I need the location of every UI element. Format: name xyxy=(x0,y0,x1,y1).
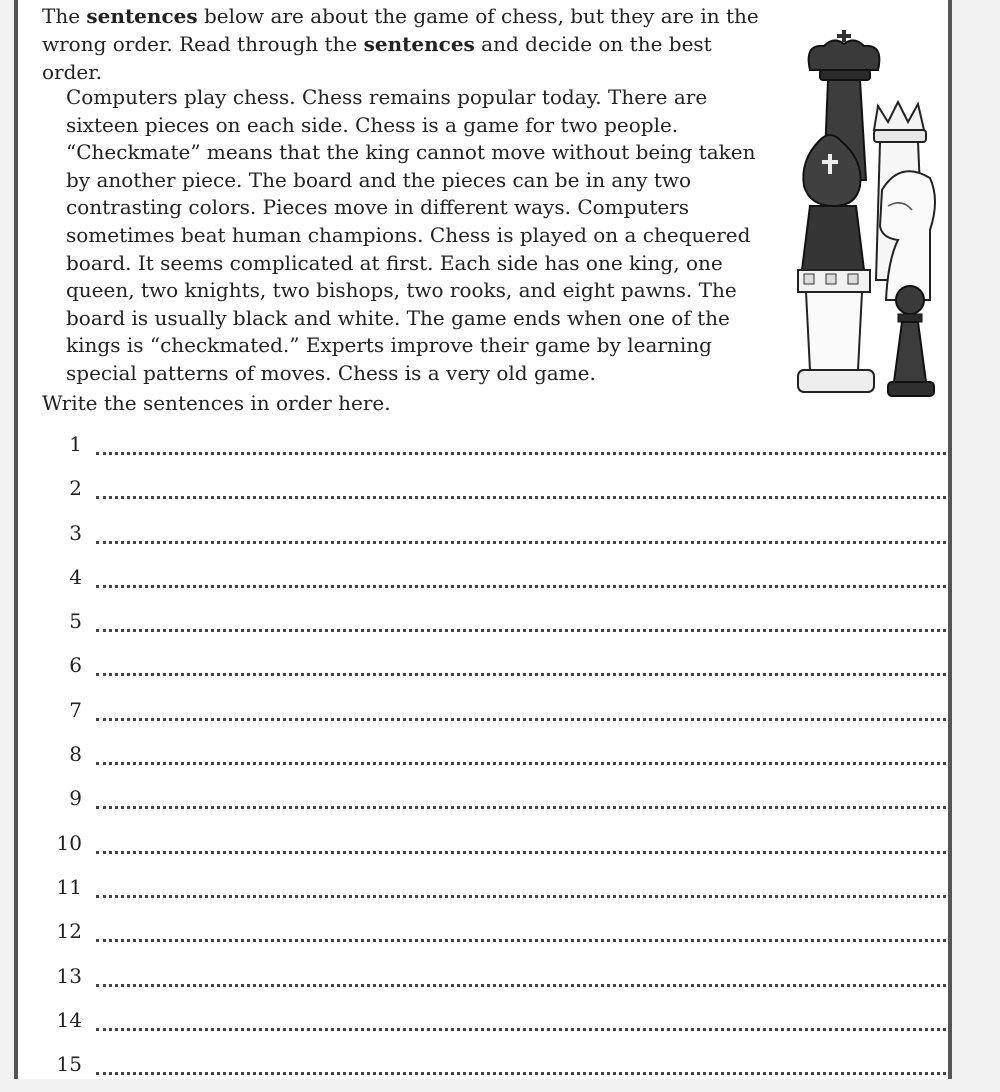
dotted-line[interactable] xyxy=(96,895,946,898)
answer-line[interactable] xyxy=(38,1048,950,1092)
dotted-line[interactable] xyxy=(96,1072,946,1075)
answer-line[interactable] xyxy=(38,561,950,605)
passage-sentence: Chess is a very old game. xyxy=(337,360,596,385)
line-number: 15 xyxy=(56,1052,82,1077)
passage-sentence: The board and the pieces can be in any two contrasting colors. xyxy=(66,167,692,220)
passage-sentence: The board is usually black and white. xyxy=(66,278,737,330)
answer-line[interactable] xyxy=(38,605,950,649)
answer-line[interactable] xyxy=(38,517,950,561)
dotted-line[interactable] xyxy=(96,762,946,765)
passage-sentence: Computers play chess. xyxy=(66,85,296,109)
dotted-line[interactable] xyxy=(96,718,946,721)
white-rook-icon xyxy=(798,270,874,392)
dotted-line[interactable] xyxy=(96,939,946,942)
answer-line[interactable] xyxy=(38,960,950,1004)
passage-sentence: There are sixteen pieces on each side. xyxy=(66,85,708,137)
dotted-line[interactable] xyxy=(96,1028,946,1031)
answer-lines xyxy=(38,428,950,1092)
line-number: 2 xyxy=(69,476,82,501)
line-number: 1 xyxy=(69,432,82,456)
passage-sentence: The game ends when one of the kings is “checkmated.” xyxy=(66,305,730,358)
line-number: 6 xyxy=(69,653,82,678)
answer-line[interactable] xyxy=(38,782,950,826)
dotted-line[interactable] xyxy=(96,984,946,987)
write-instruction: Write the sentences in order here. xyxy=(42,391,391,415)
passage-sentence: Each side has one king, one queen, two knights, two bishops, two rooks, and eight pawns. xyxy=(66,250,723,303)
line-number: 3 xyxy=(69,520,82,545)
answer-line[interactable] xyxy=(38,428,950,472)
answer-line[interactable] xyxy=(38,472,950,516)
line-number: 10 xyxy=(56,830,82,855)
instructions-text-2: below are about the game of chess, but they are in the wrong order. Read through the xyxy=(42,4,759,56)
dotted-line[interactable] xyxy=(96,629,946,632)
dotted-line[interactable] xyxy=(96,851,946,854)
passage-sentence: Chess is a game for two people. xyxy=(355,112,679,137)
black-bishop-icon xyxy=(802,135,864,270)
passage-sentence: Pieces move in different ways. xyxy=(262,195,571,220)
passage-sentence: Chess remains popular today. xyxy=(302,85,602,109)
answer-line[interactable] xyxy=(38,915,950,959)
dotted-line[interactable] xyxy=(96,585,946,588)
line-number: 7 xyxy=(69,697,82,722)
passage-sentence: Computers sometimes beat human champions. xyxy=(66,195,690,247)
instructions-bold-2: sentences xyxy=(363,32,475,56)
line-number: 4 xyxy=(69,564,82,589)
black-pawn-icon xyxy=(888,286,934,396)
line-number: 14 xyxy=(56,1007,82,1032)
instructions-text-3: and decide on the best order. xyxy=(42,32,712,84)
passage-sentence: Chess is played on a chequered board. xyxy=(66,222,751,275)
passage-sentence: It seems complicated at first. xyxy=(137,250,434,275)
passage-sentence: “Checkmate” means that the king cannot move without being taken by another piece. xyxy=(66,140,756,192)
passage-sentence: Experts improve their game by learning special patterns of moves. xyxy=(66,333,712,385)
instructions-bold-1: sentences xyxy=(86,4,198,28)
dotted-line[interactable] xyxy=(96,452,946,455)
instructions-text-1: The xyxy=(42,4,87,28)
dotted-line[interactable] xyxy=(96,806,946,809)
chess-pieces-illustration xyxy=(790,30,950,410)
dotted-line[interactable] xyxy=(96,496,946,499)
line-number: 11 xyxy=(56,874,82,899)
instructions xyxy=(42,2,762,86)
worksheet-page xyxy=(14,0,952,1079)
dotted-line[interactable] xyxy=(96,673,946,676)
line-number: 12 xyxy=(56,919,82,944)
answer-line[interactable] xyxy=(38,871,950,915)
answer-line[interactable] xyxy=(38,694,950,738)
dotted-line[interactable] xyxy=(96,541,946,544)
line-number: 8 xyxy=(69,742,82,767)
line-number: 9 xyxy=(69,786,82,811)
line-number: 5 xyxy=(69,609,82,634)
scrambled-passage xyxy=(66,84,766,388)
line-number: 13 xyxy=(56,963,82,988)
answer-line[interactable] xyxy=(38,1004,950,1048)
answer-line[interactable] xyxy=(38,738,950,782)
answer-line[interactable] xyxy=(38,649,950,693)
answer-line[interactable] xyxy=(38,827,950,871)
white-knight-icon xyxy=(880,171,935,300)
